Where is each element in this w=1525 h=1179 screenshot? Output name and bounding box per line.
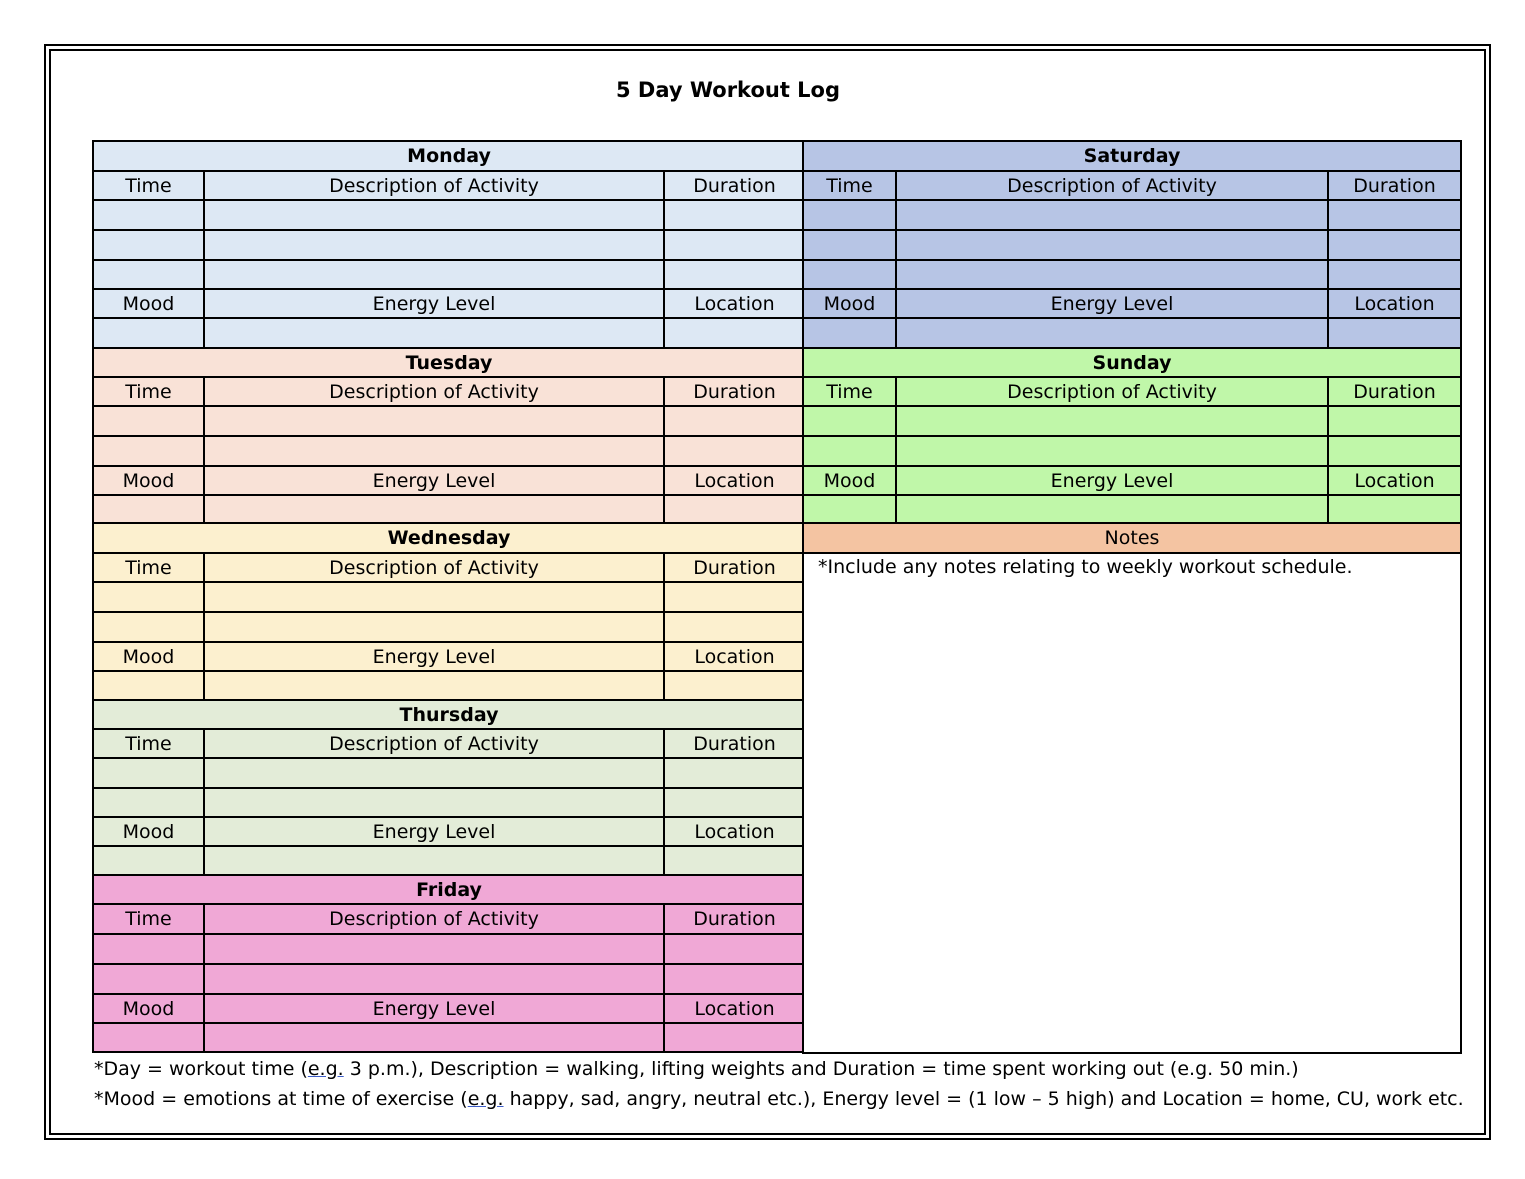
location-cell[interactable] — [664, 495, 805, 523]
time-cell[interactable] — [803, 260, 896, 289]
description-header: Description of Activity — [204, 377, 664, 406]
location-cell[interactable] — [664, 846, 805, 875]
time-cell[interactable] — [93, 582, 204, 612]
day-title-friday: Friday — [93, 875, 805, 904]
energy-header: Energy Level — [896, 466, 1328, 495]
mood-cell[interactable] — [93, 318, 204, 348]
description-cell[interactable] — [204, 436, 664, 466]
description-cell[interactable] — [896, 200, 1328, 230]
duration-header: Duration — [664, 553, 805, 582]
duration-header: Duration — [1328, 377, 1461, 406]
time-header: Time — [93, 729, 204, 758]
day-title-sunday: Sunday — [803, 348, 1461, 377]
time-header: Time — [93, 377, 204, 406]
left-day-tables — [92, 140, 806, 1053]
duration-cell[interactable] — [1328, 436, 1461, 466]
time-header: Time — [803, 377, 896, 406]
time-cell[interactable] — [93, 200, 204, 230]
mood-header: Mood — [93, 289, 204, 318]
duration-cell[interactable] — [664, 230, 805, 260]
duration-cell[interactable] — [1328, 230, 1461, 260]
day-title-wednesday: Wednesday — [93, 523, 805, 553]
time-cell[interactable] — [803, 436, 896, 466]
description-header: Description of Activity — [204, 904, 664, 934]
time-cell[interactable] — [93, 406, 204, 436]
footnote-mood-text-b: happy, sad, angry, neutral etc.), Energy level = (1 low – 5 high) and Location = home, CU, work etc. — [503, 1088, 1464, 1110]
energy-header: Energy Level — [204, 642, 664, 671]
time-cell[interactable] — [93, 934, 204, 964]
time-cell[interactable] — [93, 230, 204, 260]
duration-cell[interactable] — [664, 788, 805, 817]
energy-cell[interactable] — [204, 318, 664, 348]
monday-block — [93, 141, 805, 348]
thursday-block — [93, 700, 805, 875]
energy-header: Energy Level — [896, 289, 1328, 318]
mood-cell[interactable] — [93, 495, 204, 523]
description-cell[interactable] — [204, 758, 664, 788]
footnote-mood-text-a: *Mood = emotions at time of exercise ( — [94, 1088, 468, 1110]
description-cell[interactable] — [204, 788, 664, 817]
description-header: Description of Activity — [204, 553, 664, 582]
time-cell[interactable] — [803, 230, 896, 260]
description-cell[interactable] — [204, 230, 664, 260]
energy-cell[interactable] — [204, 495, 664, 523]
duration-cell[interactable] — [1328, 200, 1461, 230]
description-cell[interactable] — [204, 260, 664, 289]
mood-header: Mood — [93, 642, 204, 671]
footnote-day-text-b: 3 p.m.), Description = walking, lifting weights and Duration = time spent working out (e.g. 50 min.) — [343, 1058, 1299, 1080]
description-cell[interactable] — [896, 260, 1328, 289]
sunday-block — [803, 348, 1461, 523]
duration-header: Duration — [664, 904, 805, 934]
location-cell[interactable] — [1328, 495, 1461, 523]
description-header: Description of Activity — [204, 729, 664, 758]
energy-cell[interactable] — [896, 318, 1328, 348]
mood-header: Mood — [93, 466, 204, 495]
time-header: Time — [93, 904, 204, 934]
location-header: Location — [1328, 289, 1461, 318]
duration-cell[interactable] — [664, 436, 805, 466]
duration-header: Duration — [664, 377, 805, 406]
notes-area[interactable] — [803, 553, 1461, 1053]
energy-header: Energy Level — [204, 289, 664, 318]
description-cell[interactable] — [204, 582, 664, 612]
mood-header: Mood — [93, 994, 204, 1023]
location-cell[interactable] — [664, 318, 805, 348]
description-header: Description of Activity — [896, 377, 1328, 406]
right-day-tables — [802, 140, 1462, 1054]
duration-header: Duration — [664, 171, 805, 200]
footnote-day-eg: e.g. — [307, 1058, 344, 1080]
description-cell[interactable] — [896, 406, 1328, 436]
location-header: Location — [1328, 466, 1461, 495]
time-cell[interactable] — [93, 612, 204, 642]
day-title-saturday: Saturday — [803, 141, 1461, 171]
duration-cell[interactable] — [664, 260, 805, 289]
time-cell[interactable] — [93, 260, 204, 289]
mood-header: Mood — [93, 817, 204, 846]
description-header: Description of Activity — [204, 171, 664, 200]
tuesday-block — [93, 348, 805, 523]
day-title-thursday: Thursday — [93, 700, 805, 729]
time-cell[interactable] — [93, 788, 204, 817]
mood-cell[interactable] — [93, 846, 204, 875]
duration-cell[interactable] — [664, 406, 805, 436]
duration-cell[interactable] — [664, 200, 805, 230]
location-header: Location — [664, 817, 805, 846]
mood-cell[interactable] — [803, 495, 896, 523]
duration-cell[interactable] — [664, 934, 805, 964]
location-header: Location — [664, 289, 805, 318]
footnote-day-text-a: *Day = workout time ( — [94, 1058, 308, 1080]
mood-cell[interactable] — [93, 1023, 204, 1052]
location-header: Location — [664, 994, 805, 1023]
location-cell[interactable] — [664, 1023, 805, 1052]
location-cell[interactable] — [664, 671, 805, 700]
description-cell[interactable] — [896, 230, 1328, 260]
day-title-tuesday: Tuesday — [93, 348, 805, 377]
description-cell[interactable] — [204, 612, 664, 642]
time-cell[interactable] — [93, 758, 204, 788]
mood-cell[interactable] — [803, 318, 896, 348]
description-cell[interactable] — [204, 934, 664, 964]
friday-block — [93, 875, 805, 1052]
description-header: Description of Activity — [896, 171, 1328, 200]
wednesday-block — [93, 523, 805, 700]
duration-cell[interactable] — [1328, 260, 1461, 289]
footnote-day — [94, 1058, 1299, 1080]
description-cell[interactable] — [204, 964, 664, 994]
mood-header: Mood — [803, 289, 896, 318]
notes-hint: *Include any notes relating to weekly workout schedule. — [818, 556, 1353, 578]
page-title: 5 Day Workout Log — [615, 78, 841, 102]
time-cell[interactable] — [803, 406, 896, 436]
energy-header: Energy Level — [204, 994, 664, 1023]
mood-cell[interactable] — [93, 671, 204, 700]
time-header: Time — [803, 171, 896, 200]
energy-cell[interactable] — [204, 846, 664, 875]
energy-cell[interactable] — [204, 1023, 664, 1052]
energy-cell[interactable] — [896, 495, 1328, 523]
mood-header: Mood — [803, 466, 896, 495]
time-cell[interactable] — [803, 200, 896, 230]
description-cell[interactable] — [204, 406, 664, 436]
saturday-block — [803, 141, 1461, 348]
footnote-mood-eg: e.g. — [467, 1088, 504, 1110]
day-title-monday: Monday — [93, 141, 805, 171]
location-header: Location — [664, 642, 805, 671]
notes-header: Notes — [803, 523, 1461, 553]
duration-cell[interactable] — [1328, 406, 1461, 436]
description-cell[interactable] — [896, 436, 1328, 466]
time-header: Time — [93, 171, 204, 200]
duration-cell[interactable] — [664, 582, 805, 612]
time-cell[interactable] — [93, 964, 204, 994]
duration-header: Duration — [664, 729, 805, 758]
notes-block — [803, 523, 1461, 1053]
energy-header: Energy Level — [204, 466, 664, 495]
description-cell[interactable] — [204, 200, 664, 230]
duration-header: Duration — [1328, 171, 1461, 200]
location-header: Location — [664, 466, 805, 495]
energy-header: Energy Level — [204, 817, 664, 846]
location-cell[interactable] — [1328, 318, 1461, 348]
time-header: Time — [93, 553, 204, 582]
footnote-mood — [94, 1088, 1464, 1110]
energy-cell[interactable] — [204, 671, 664, 700]
duration-cell[interactable] — [664, 964, 805, 994]
duration-cell[interactable] — [664, 758, 805, 788]
duration-cell[interactable] — [664, 612, 805, 642]
time-cell[interactable] — [93, 436, 204, 466]
